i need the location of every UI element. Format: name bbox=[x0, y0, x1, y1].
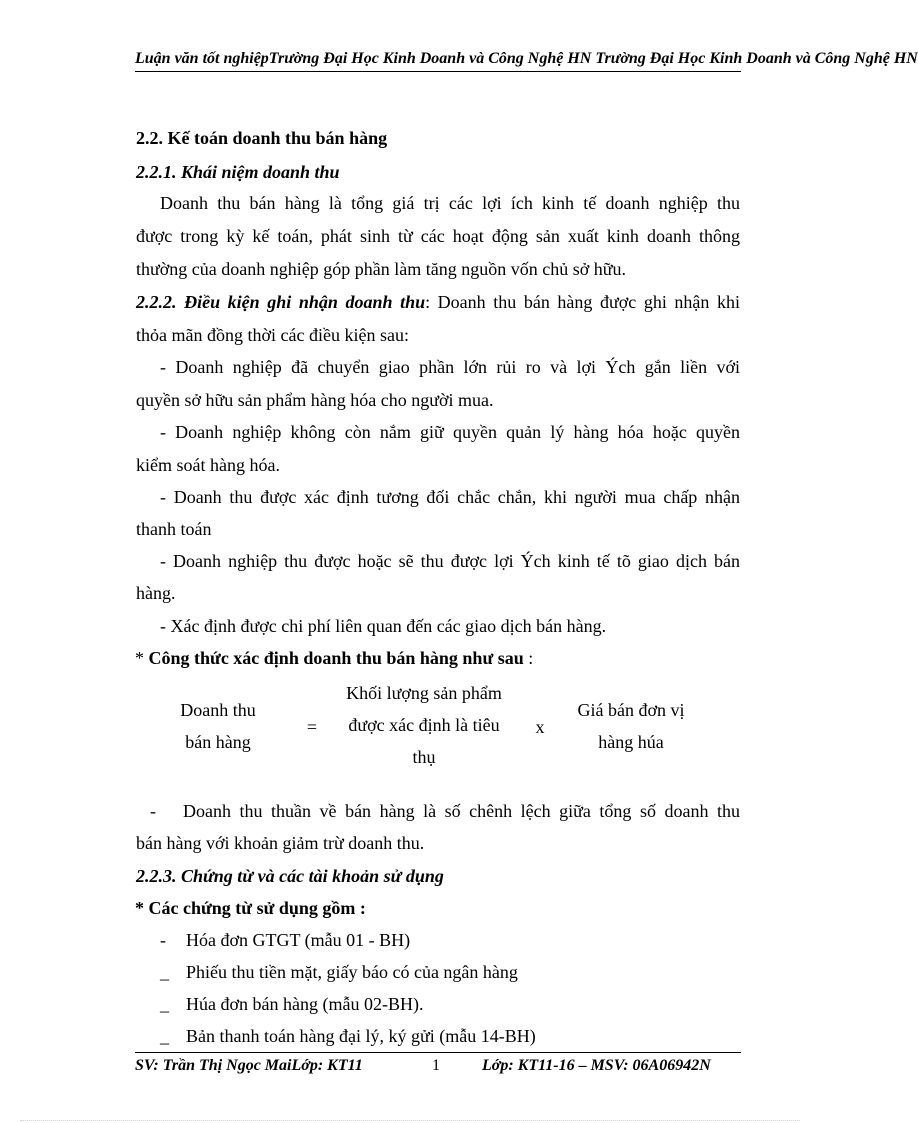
formula-colon: : bbox=[523, 648, 534, 668]
subsection-2-2-2-line bbox=[136, 286, 740, 318]
formula-right-term bbox=[566, 694, 696, 758]
document-item: Húa đơn bán hàng (mẫu 02-BH). bbox=[186, 994, 424, 1014]
condition-4-line: - Doanh nghiệp thu được hoặc sẽ thu được lợi Ých kinh tế tõ giao dịch bán bbox=[160, 551, 740, 571]
page-edge-divider bbox=[20, 1120, 800, 1121]
paragraph-line: Doanh thu bán hàng là tổng giá trị các lợi ích kinh tế doanh nghiệp thu bbox=[160, 193, 740, 213]
header-rule bbox=[135, 71, 741, 72]
condition-3-line: - Doanh thu được xác định tương đối chắc chắn, khi người mua chấp nhận bbox=[160, 487, 740, 507]
formula-heading-line bbox=[135, 642, 533, 674]
formula-times: x bbox=[535, 717, 545, 737]
document-bullet: _ bbox=[160, 962, 169, 982]
condition-5-line: - Xác định được chi phí liên quan đến các giao dịch bán hàng. bbox=[160, 616, 607, 636]
paragraph-line: được trong kỳ kế toán, phát sinh từ các hoạt động sản xuất kinh doanh thông bbox=[136, 226, 740, 246]
formula-middle-line: thụ bbox=[412, 747, 436, 767]
revenue-formula bbox=[136, 680, 740, 780]
document-bullet: _ bbox=[160, 994, 169, 1014]
net-revenue-line: Doanh thu thuần về bán hàng là số chênh lệch giữa tổng số doanh thu bbox=[183, 801, 740, 821]
document-item: Phiếu thu tiền mặt, giấy báo có của ngân hàng bbox=[186, 962, 518, 982]
formula-left-line: bán hàng bbox=[185, 732, 251, 752]
paragraph-line: thỏa mãn đồng thời các điều kiện sau: bbox=[136, 325, 409, 345]
document-item: Hóa đơn GTGT (mẫu 01 - BH) bbox=[186, 930, 411, 950]
condition-2-line: - Doanh nghiệp không còn nắm giữ quyền quản lý hàng hóa hoặc quyền bbox=[160, 422, 740, 442]
net-revenue-dash: - bbox=[150, 801, 156, 821]
document-bullet: - bbox=[160, 930, 166, 950]
footer-class-id: Lớp: KT11-16 – MSV: 06A06942N bbox=[482, 1057, 711, 1074]
subsection-2-2-2-text: : Doanh thu bán hàng được ghi nhận khi bbox=[425, 292, 740, 312]
condition-4-line: hàng. bbox=[136, 583, 176, 603]
condition-3-line: thanh toán bbox=[136, 519, 212, 539]
footer-rule bbox=[135, 1052, 741, 1053]
subsection-2-2-2-title: 2.2.2. Điều kiện ghi nhận doanh thu bbox=[136, 292, 426, 312]
condition-1-line: quyền sở hữu sản phẩm hàng hóa cho người mua. bbox=[136, 390, 494, 410]
formula-right-line: hàng húa bbox=[598, 732, 664, 752]
formula-middle-term bbox=[334, 677, 514, 773]
formula-left-line: Doanh thu bbox=[180, 700, 256, 720]
section-title: 2.2. Kế toán doanh thu bán hàng bbox=[136, 128, 388, 148]
document-item: Bản thanh toán hàng đại lý, ký gửi (mẫu 14-BH) bbox=[186, 1026, 536, 1046]
net-revenue-line: bán hàng với khoản giảm trừ doanh thu. bbox=[136, 833, 425, 853]
formula-star: * bbox=[135, 648, 149, 668]
formula-middle-line: được xác định là tiêu bbox=[348, 715, 500, 735]
condition-2-line: kiểm soát hàng hóa. bbox=[136, 455, 280, 475]
formula-heading: Công thức xác định doanh thu bán hàng như sau bbox=[148, 648, 524, 668]
page-number: 1 bbox=[432, 1057, 440, 1074]
subsection-2-2-3-title: 2.2.3. Chứng từ và các tài khoản sử dụng bbox=[136, 866, 444, 886]
running-header: Luận văn tốt nghiệpTrường Đại Học Kinh Doanh và Công Nghệ HN Trường Đại Học Kinh Doanh và Công Nghệ HN bbox=[135, 50, 918, 67]
subsection-2-2-1-title: 2.2.1. Khái niệm doanh thu bbox=[136, 162, 340, 182]
formula-left-term bbox=[178, 694, 258, 758]
paragraph-line: thường của doanh nghiệp góp phần làm tăng nguồn vốn chủ sở hữu. bbox=[136, 259, 626, 279]
footer-student: SV: Trần Thị Ngọc MaiLớp: KT11 bbox=[135, 1057, 363, 1074]
formula-middle-line: Khối lượng sản phẩm bbox=[346, 683, 502, 703]
condition-1-line: - Doanh nghiệp đã chuyển giao phần lớn rủi ro và lợi Ých gắn liền với bbox=[160, 357, 740, 377]
documents-heading: * Các chứng từ sử dụng gồm : bbox=[135, 898, 366, 918]
document-bullet: _ bbox=[160, 1026, 169, 1046]
formula-equals: = bbox=[306, 717, 318, 737]
formula-right-line: Giá bán đơn vị bbox=[577, 700, 685, 720]
